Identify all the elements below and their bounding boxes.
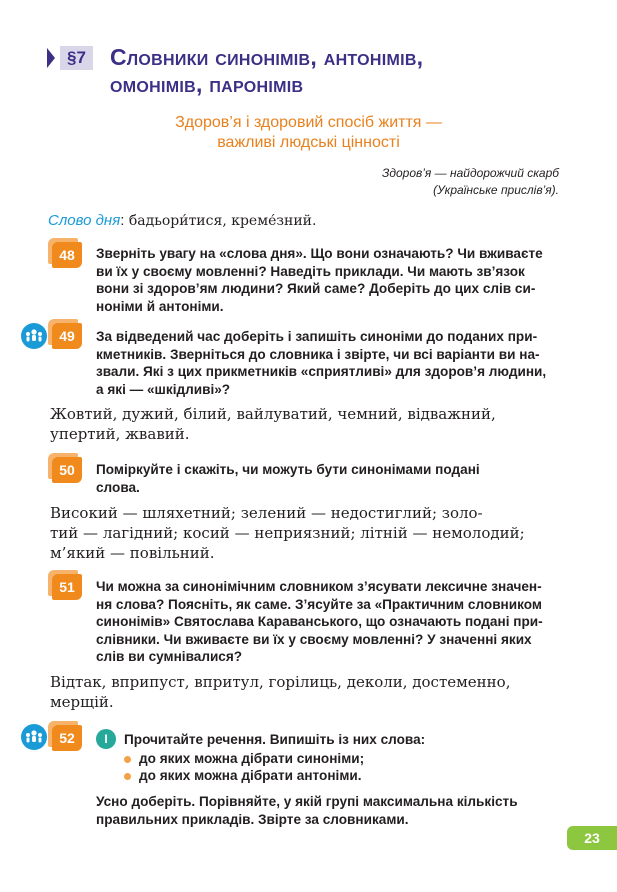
exercise-50-words-line: Високий — шляхетний; зелений — недостиглий; золо-: [50, 504, 483, 522]
page-number: 23: [567, 826, 617, 850]
exercise-52-closing-line: Усно доберіть. Порівняйте, у якій групі максимальна кількість: [96, 794, 518, 809]
exercise-52-bullet: [124, 750, 364, 767]
exercise-50-words: [50, 503, 559, 563]
exercise-48-line: ви їх у своєму мовленні? Наведіть приклади. Чи мають зв’язок: [96, 263, 525, 279]
exercise-51-line: синонімів» Святослава Караванського, що означають подані при-: [96, 614, 543, 629]
exercise-48-line: ноніми й антоніми.: [96, 298, 224, 314]
exercise-52-intro: Прочитайте речення. Випишіть із них слова:: [124, 732, 426, 747]
part-one-badge: I: [96, 729, 116, 749]
exercise-52-closing-line: правильних прикладів. Звірте за словниками.: [96, 811, 409, 827]
exercise-51-line: ня слова? Поясніть, як саме. З’ясуйте за «Практичним словником: [96, 596, 542, 612]
subtitle-line-2: важливі людські цінності: [217, 134, 400, 151]
exercise-51-words: [50, 672, 559, 712]
subtitle: [0, 113, 617, 153]
exercise-52-bullet-text: до яких можна дібрати антоніми.: [139, 768, 362, 783]
exercise-51-words-line: Відтак, вприпуст, впритул, горілиць, деколи, достеменно,: [50, 673, 511, 691]
exercise-51-text: [96, 578, 559, 666]
exercise-49-text: [96, 328, 559, 398]
exercise-number-52: 52: [52, 725, 82, 751]
page-title: [110, 44, 423, 98]
exercise-51-words-line: мерщій.: [50, 693, 114, 711]
exercise-50-words-line: тий — лагідний; косий — неприязний; літній — немолодий;: [50, 524, 525, 542]
word-of-day-value: бадьори́тися, креме́зний.: [124, 213, 317, 229]
exercise-51-line: слів ви сумнівалися?: [96, 649, 243, 664]
exercise-48-line: Зверніть увагу на «слова дня». Що вони означають? Чи вживаєте: [96, 246, 543, 261]
exercise-50-line: слова.: [96, 479, 140, 495]
bullet-dot-icon: [124, 756, 131, 763]
exercise-48-text: [96, 245, 559, 315]
title-line-1: Словники синонімів, антонімів,: [110, 44, 424, 70]
exercise-52-bullet: [124, 767, 362, 784]
section-number: §7: [60, 46, 93, 70]
exercise-49-line: кметників. Зверніться до словника і звірте, чи всі варіанти ви на-: [96, 346, 540, 362]
exercise-50-text: [96, 461, 559, 496]
exercise-48-line: вони зі здоров’ям людини? Який саме? Доберіть до цих слів си-: [96, 281, 536, 296]
exercise-49-line: а які — «шкідливі»?: [96, 381, 231, 397]
subtitle-line-1: Здоров’я і здоровий спосіб життя —: [175, 114, 442, 131]
exercise-number-49: 49: [52, 323, 82, 349]
exercise-49-words: [50, 404, 559, 444]
exercise-50-line: Поміркуйте і скажіть, чи можуть бути синонімами подані: [96, 462, 480, 477]
exercise-52-bullet-text: до яких можна дібрати синоніми;: [139, 751, 365, 766]
exercise-52-closing: [96, 793, 559, 828]
exercise-50-words-line: м’який — повільний.: [50, 544, 215, 562]
title-line-2: омонімів, паронімів: [110, 71, 304, 97]
group-work-icon: [21, 323, 47, 349]
section-marker: [47, 48, 55, 68]
exercise-51-line: слівники. Чи вживаєте ви їх у своєму мовленні? У значенні яких: [96, 631, 532, 647]
exercise-49-words-line: упертий, жвавий.: [50, 425, 190, 443]
word-of-day-colon: :: [120, 212, 125, 229]
word-of-day: [48, 212, 316, 229]
exercise-51-line: Чи можна за синонімічним словником з’ясувати лексичне значен-: [96, 579, 542, 594]
epigraph: [382, 165, 559, 199]
exercise-number-51: 51: [52, 574, 82, 600]
exercise-49-words-line: Жовтий, дужий, білий, вайлуватий, чемний, відважний,: [50, 405, 496, 423]
exercise-number-50: 50: [52, 457, 82, 483]
word-of-day-label: Слово дня: [48, 212, 121, 229]
exercise-49-line: звали. Які з цих прикметників «сприятливі» для здоров’я людини,: [96, 364, 547, 379]
epigraph-text: Здоров’я — найдорожчий скарб: [381, 166, 559, 180]
bullet-dot-icon: [124, 773, 131, 780]
group-work-icon: [21, 724, 47, 750]
epigraph-source: (Українське прислів’я).: [433, 183, 559, 197]
exercise-49-line: За відведений час доберіть і запишіть синоніми до поданих при-: [96, 329, 538, 344]
exercise-number-48: 48: [52, 242, 82, 268]
